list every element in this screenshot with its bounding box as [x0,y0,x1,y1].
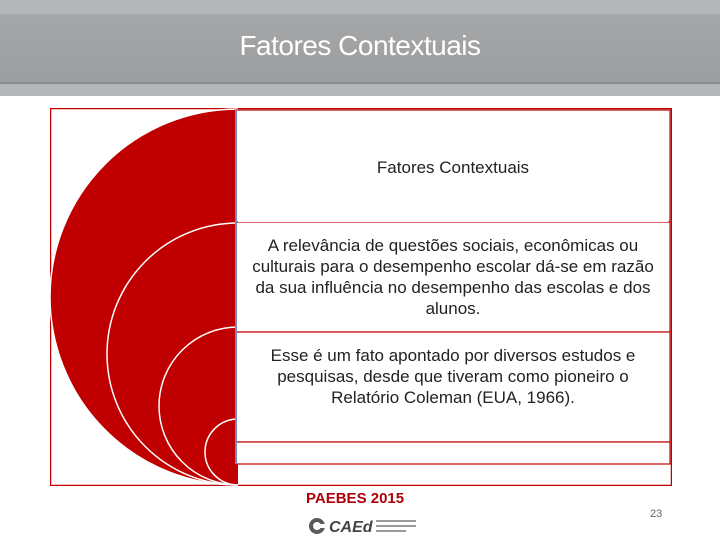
diagram-item-4 [238,444,668,462]
diagram-item-2 [238,224,668,330]
footer-label: PAEBES 2015 [306,490,405,507]
diagram-item-1 [238,112,668,222]
nested-target-diagram [50,108,672,486]
diagram-item-2-text: A relevância de questões sociais, econômicas ou culturais para o desempenho escolar dá-se em razão da sua influência no desempenho das escolas e dos alunos. [252,236,654,318]
diagram-item-3 [238,334,668,418]
diagram-item-1-text: Fatores Contextuais [376,157,530,177]
slide-title: Fatores Contextuais [239,30,481,61]
diagram-item-3-text: Esse é um fato apontado por diversos estudos e pesquisas, desde que tiveram como pioneiro o Relatório Coleman (EUA, 1966). [270,345,636,407]
caed-logo-text: CAEd [329,519,373,536]
page-number: 23 [650,508,663,520]
caed-logo [308,515,428,537]
slide-header [0,0,720,96]
